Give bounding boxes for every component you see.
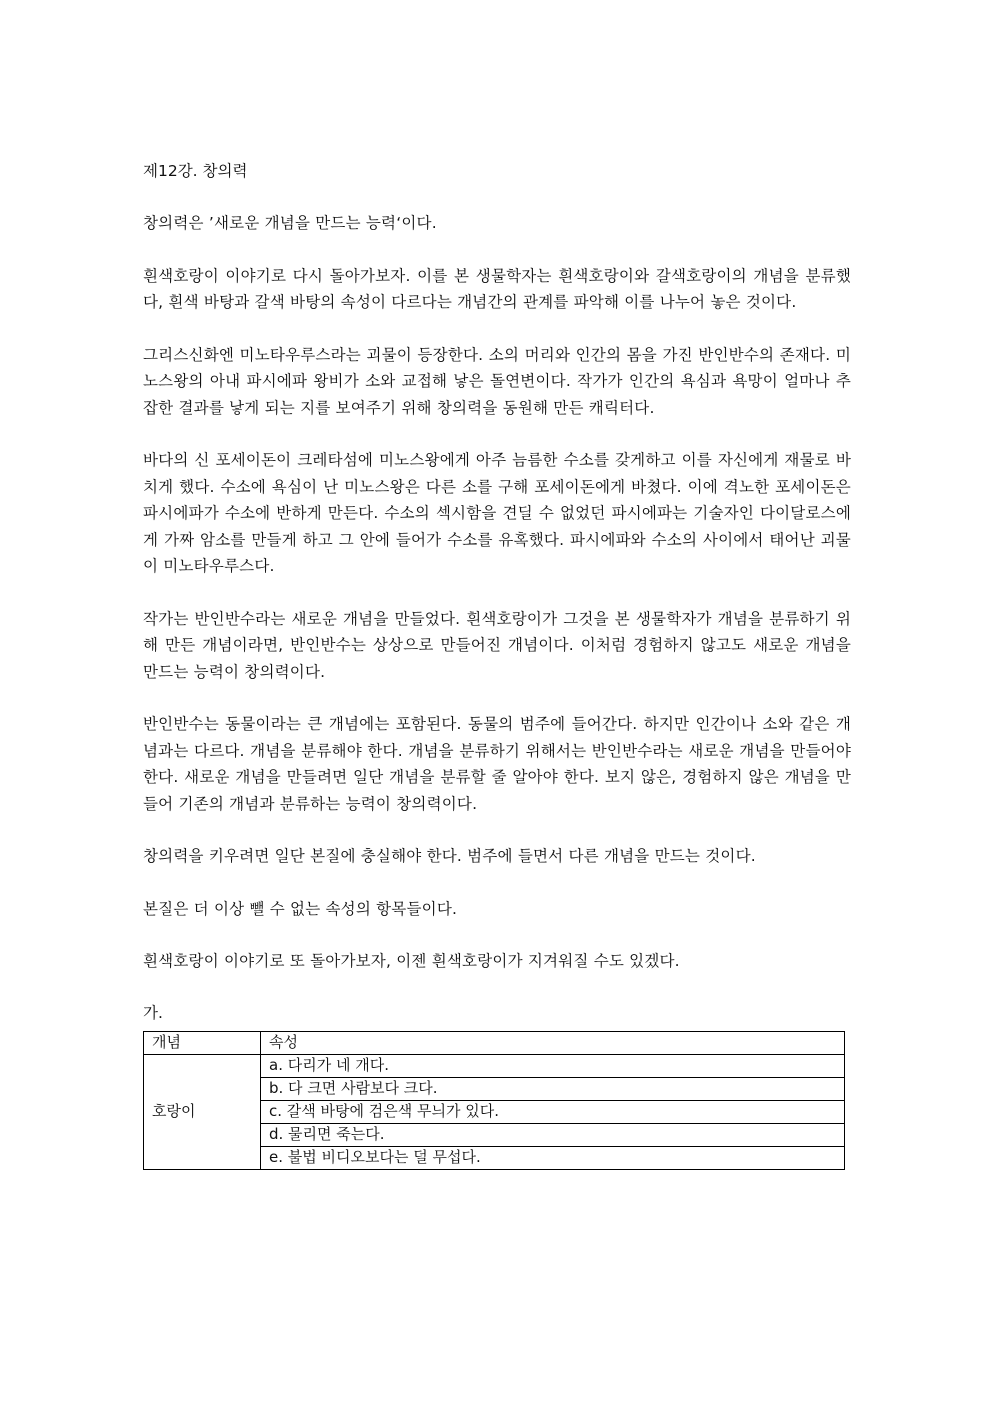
attribute-cell: b. 다 크면 사람보다 크다. bbox=[261, 1077, 845, 1100]
paragraph-white-tiger: 흰색호랑이 이야기로 다시 돌아가보자. 이를 본 생물학자는 흰색호랑이와 갈색호랑이의 개념을 분류했다, 흰색 바탕과 갈색 바탕의 속성이 다르다는 개념간의 관계를 파악해 이를 나누어 놓은 것이다. bbox=[143, 266, 851, 311]
header-attribute: 속성 bbox=[261, 1031, 845, 1054]
paragraph-essence: 창의력을 키우려면 일단 본질에 충실해야 한다. 범주에 들면서 다른 개념을 만드는 것이다. bbox=[143, 847, 756, 865]
document-page bbox=[143, 158, 851, 1170]
paragraph-new-concept: 작가는 반인반수라는 새로운 개념을 만들었다. 흰색호랑이가 그것을 본 생물학자가 개념을 분류하기 위해 만든 개념이라면, 반인반수는 상상으로 만들어진 개념이다. 이처럼 경험하지 않고도 새로운 개념을 만드는 능력이 창의력이다. bbox=[143, 609, 851, 681]
table-row bbox=[144, 1054, 845, 1077]
attribute-cell: d. 물리면 죽는다. bbox=[261, 1123, 845, 1146]
concept-cell: 호랑이 bbox=[144, 1054, 261, 1169]
table-header-row bbox=[144, 1031, 845, 1054]
attribute-cell: e. 불법 비디오보다는 덜 무섭다. bbox=[261, 1146, 845, 1169]
lecture-title: 제12강. 창의력 bbox=[143, 162, 248, 180]
attribute-cell: a. 다리가 네 개다. bbox=[261, 1054, 845, 1077]
paragraph-back-to-tiger: 흰색호랑이 이야기로 또 돌아가보자, 이젠 흰색호랑이가 지겨워질 수도 있겠다. bbox=[143, 952, 680, 970]
attribute-cell: c. 갈색 바탕에 검은색 무늬가 있다. bbox=[261, 1100, 845, 1123]
paragraph-poseidon: 바다의 신 포세이돈이 크레타섬에 미노스왕에게 아주 늠름한 수소를 갖게하고 이를 자신에게 재물로 바치게 했다. 수소에 욕심이 난 미노스왕은 다른 소를 구해 포세이돈에게 바쳤다. 이에 격노한 포세이돈은 파시에파가 수소에 반하게 만든다. 수소의 섹시함을 견딜 수 없었던 파시에파는 기술자인 다이달로스에게 가짜 암소를 만들게 하고 그 안에 들어가 수소를 유혹했다. 파시에파와 수소의 사이에서 태어난 괴물이 미노타우루스다. bbox=[143, 451, 851, 575]
concept-attribute-table bbox=[143, 1031, 845, 1170]
paragraph-essence-definition: 본질은 더 이상 뺄 수 없는 속성의 항목들이다. bbox=[143, 899, 458, 918]
paragraph-definition: 창의력은 ’새로운 개념을 만드는 능력‘이다. bbox=[143, 214, 437, 232]
paragraph-classification: 반인반수는 동물이라는 큰 개념에는 포함된다. 동물의 범주에 들어간다. 하지만 인간이나 소와 같은 개념과는 다르다. 개념을 분류해야 한다. 개념을 분류하기 위해서는 반인반수라는 새로운 개념을 만들어야 한다. 새로운 개념을 만들려면 일단 개념을 분류할 줄 알아야 한다. 보지 않은, 경험하지 않은 개념을 만들어 기존의 개념과 분류하는 능력이 창의력이다. bbox=[143, 715, 851, 813]
table-label: 가. bbox=[143, 1003, 163, 1022]
paragraph-minotaur: 그리스신화엔 미노타우루스라는 괴물이 등장한다. 소의 머리와 인간의 몸을 가진 반인반수의 존재다. 미노스왕의 아내 파시에파 왕비가 소와 교접해 낳은 돌연변이다. 작가가 인간의 욕심과 욕망이 얼마나 추잡한 결과를 낳게 되는 지를 보여주기 위해 창의력을 동원해 만든 캐릭터다. bbox=[143, 345, 851, 417]
header-concept: 개념 bbox=[144, 1031, 261, 1054]
